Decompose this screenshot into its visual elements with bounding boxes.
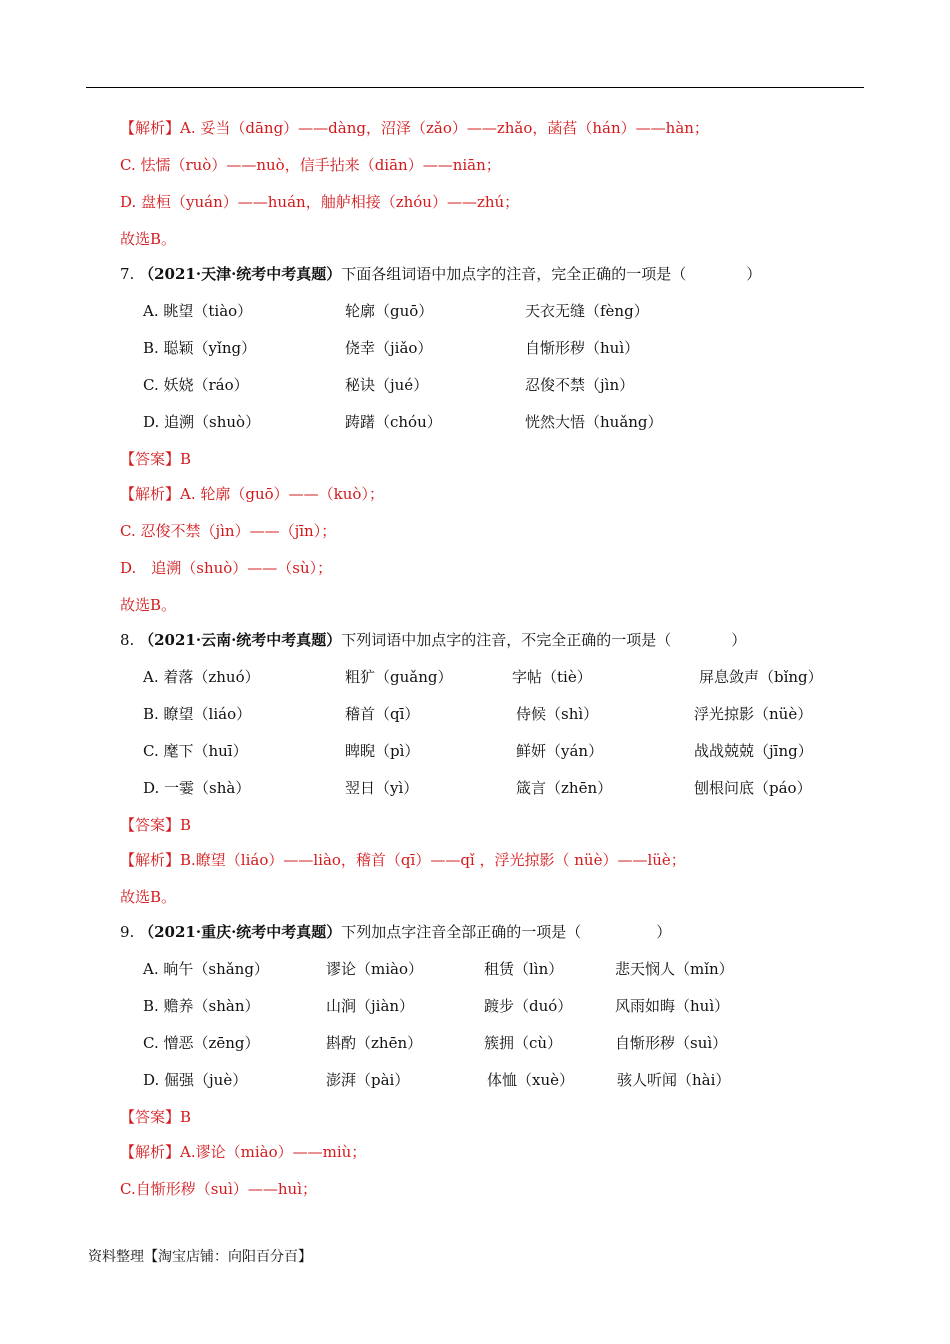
q9-option-c-3: 簇拥（cù） <box>484 1034 563 1052</box>
q8-conclusion: 故选B。 <box>120 888 177 906</box>
q9-option-a-4: 悲天悯人（mǐn） <box>615 960 734 978</box>
prev-analysis-line-1: 【解析】A. 妥当（dāng）——dàng，沼泽（zǎo）——zhǎo，菡萏（hán）——hàn； <box>120 119 709 137</box>
q8-option-a-4: 屏息敛声（bǐng） <box>699 668 823 686</box>
header-rule <box>86 87 864 88</box>
q7-option-d-1: D. 追溯（shuò） <box>143 413 261 431</box>
prev-analysis-line-3: D. 盘桓（yuán）——huán，舳舻相接（zhóu）——zhú； <box>120 193 520 211</box>
q8-option-d-1: D. 一霎（shà） <box>143 779 251 797</box>
q9-analysis-2: C.自惭形秽（suì）——huì； <box>120 1180 317 1198</box>
q7-option-b-3: 自惭形秽（huì） <box>525 339 640 357</box>
q8-option-a-1: A. 着落（zhuó） <box>143 668 260 686</box>
q8-option-d-3: 箴言（zhēn） <box>516 779 613 797</box>
q7-conclusion: 故选B。 <box>120 596 177 614</box>
q9-stem: 下列加点字注音全部正确的一项是（ ） <box>341 923 672 941</box>
q9-option-a-1: A. 晌午（shǎng） <box>143 960 269 978</box>
q7-option-a-2: 轮廓（guō） <box>345 302 434 320</box>
q8-option-c-4: 战战兢兢（jīng） <box>694 742 813 760</box>
q9-source: （2021·重庆·统考中考真题） <box>139 923 342 941</box>
q9-option-d-2: 澎湃（pài） <box>326 1071 410 1089</box>
q8-option-d-4: 刨根问底（páo） <box>694 779 812 797</box>
q7-option-b-1: B. 聪颖（yǐng） <box>143 339 257 357</box>
q7-analysis-2: C. 忍俊不禁（jìn）——（jīn）； <box>120 522 337 540</box>
q9-option-c-1: C. 憎恶（zēng） <box>143 1034 260 1052</box>
q7-analysis-1: 【解析】A. 轮廓（guō）——（kuò）； <box>120 485 384 503</box>
q8-option-b-2: 稽首（qī） <box>345 705 420 723</box>
q9-option-c-2: 斟酌（zhēn） <box>326 1034 423 1052</box>
q9-number: 9. <box>120 923 135 941</box>
q9-option-b-2: 山涧（jiàn） <box>326 997 415 1015</box>
q7-option-a-3: 天衣无缝（fèng） <box>525 302 649 320</box>
q9-option-b-4: 风雨如晦（huì） <box>615 997 730 1015</box>
q7-option-b-2: 侥幸（jiǎo） <box>345 339 433 357</box>
q7-source: （2021·天津·统考中考真题） <box>139 265 342 283</box>
q9-answer: 【答案】B <box>120 1108 192 1126</box>
q7-number: 7. <box>120 265 135 283</box>
q8-answer: 【答案】B <box>120 816 192 834</box>
q9-option-d-3: 体恤（xuè） <box>487 1071 574 1089</box>
q9-stem-line <box>120 922 671 942</box>
q7-stem: 下面各组词语中加点字的注音，完全正确的一项是（ ） <box>341 265 762 283</box>
q8-number: 8. <box>120 631 135 649</box>
q9-option-c-4: 自惭形秽（suì） <box>615 1034 728 1052</box>
q8-option-c-1: C. 麾下（huī） <box>143 742 248 760</box>
q8-analysis-1: 【解析】B.瞭望（liáo）——liào，稽首（qī）——qǐ ，浮光掠影（ nüè）——lüè； <box>120 851 686 869</box>
q7-option-c-3: 忍俊不禁（jìn） <box>525 376 635 394</box>
q7-option-d-3: 恍然大悟（huǎng） <box>525 413 663 431</box>
q8-option-b-1: B. 瞭望（liáo） <box>143 705 252 723</box>
q8-option-a-2: 粗犷（guǎng） <box>345 668 453 686</box>
q7-option-c-1: C. 妖娆（ráo） <box>143 376 249 394</box>
q8-option-c-3: 鲜妍（yán） <box>516 742 604 760</box>
q8-option-c-2: 睥睨（pì） <box>345 742 420 760</box>
q9-analysis-1: 【解析】A.谬论（miào）——miù； <box>120 1143 367 1161</box>
q7-stem-line <box>120 264 761 284</box>
q7-option-a-1: A. 眺望（tiào） <box>143 302 253 320</box>
q8-stem: 下列词语中加点字的注音，不完全正确的一项是（ ） <box>341 631 747 649</box>
q8-option-b-4: 浮光掠影（nüè） <box>694 705 813 723</box>
q8-option-b-3: 侍候（shì） <box>516 705 599 723</box>
q7-answer: 【答案】B <box>120 450 192 468</box>
q9-option-d-4: 骇人听闻（hài） <box>617 1071 731 1089</box>
q8-stem-line <box>120 630 746 650</box>
q7-option-d-2: 踌躇（chóu） <box>345 413 442 431</box>
q8-option-d-2: 翌日（yì） <box>345 779 419 797</box>
q7-analysis-3: D. 追溯（shuò）——（sù）； <box>120 559 333 577</box>
q8-option-a-3: 字帖（tiè） <box>512 668 592 686</box>
prev-conclusion: 故选B。 <box>120 230 177 248</box>
q9-option-b-3: 踱步（duó） <box>484 997 573 1015</box>
prev-analysis-line-2: C. 怯懦（ruò）——nuò，信手拈来（diān）——niān； <box>120 156 501 174</box>
q8-source: （2021·云南·统考中考真题） <box>139 631 342 649</box>
q9-option-a-3: 租赁（lìn） <box>484 960 564 978</box>
q9-option-d-1: D. 倔强（juè） <box>143 1071 248 1089</box>
q9-option-a-2: 谬论（miào） <box>326 960 423 978</box>
q9-option-b-1: B. 赡养（shàn） <box>143 997 260 1015</box>
footer-source: 资料整理【淘宝店铺：向阳百分百】 <box>88 1249 312 1265</box>
q7-option-c-2: 秘诀（jué） <box>345 376 429 394</box>
